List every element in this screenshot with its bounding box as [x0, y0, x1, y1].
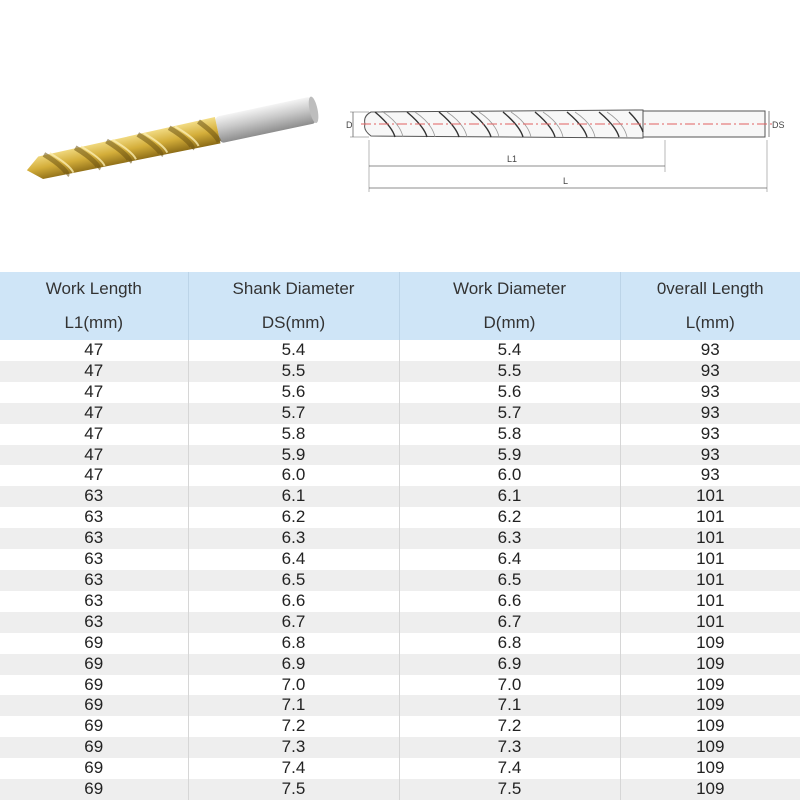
cell-shank-diameter: 5.7 — [188, 403, 399, 424]
cell-work-length: 69 — [0, 737, 188, 758]
cell-overall-length: 109 — [696, 716, 725, 736]
diagram-label-l: L — [563, 176, 569, 186]
table-row — [0, 340, 800, 361]
cell-overall-length: 109 — [696, 674, 725, 694]
cell-overall-length: 109 — [696, 779, 725, 799]
header-work-diameter: Work Diameter D(mm) — [399, 272, 620, 340]
cell-shank-diameter: 5.5 — [188, 361, 399, 382]
header-row — [0, 272, 800, 340]
cell-work-length: 69 — [0, 633, 188, 654]
cell-shank-diameter: 6.9 — [188, 654, 399, 675]
cell-work-diameter: 6.4 — [399, 549, 620, 570]
cell-work-length: 69 — [0, 779, 188, 800]
table-header — [0, 272, 800, 340]
cell-overall-length: 101 — [696, 528, 725, 548]
cell-work-diameter: 6.2 — [399, 507, 620, 528]
cell-overall-length: 93 — [700, 402, 720, 422]
cell-work-length: 69 — [0, 758, 188, 779]
cell-work-length: 63 — [0, 570, 188, 591]
cell-shank-diameter: 7.0 — [188, 675, 399, 696]
cell-work-diameter: 7.4 — [399, 758, 620, 779]
table-row — [0, 465, 800, 486]
cell-overall-length: 109 — [696, 737, 725, 757]
product-illustration-area — [0, 0, 800, 272]
table-row — [0, 695, 800, 716]
cell-overall-length: 101 — [696, 611, 725, 631]
cell-overall-length: 93 — [700, 360, 720, 380]
cell-work-diameter: 5.5 — [399, 361, 620, 382]
drill-spec-table — [0, 272, 800, 800]
cell-work-diameter: 6.9 — [399, 654, 620, 675]
table-row — [0, 779, 800, 800]
cell-work-length: 47 — [0, 403, 188, 424]
cell-work-length: 69 — [0, 654, 188, 675]
diagram-label-ds: DS — [772, 120, 785, 130]
table-row — [0, 528, 800, 549]
table-row — [0, 445, 800, 466]
cell-work-length: 63 — [0, 507, 188, 528]
cell-work-length: 63 — [0, 591, 188, 612]
table-row — [0, 716, 800, 737]
header-shank-diameter: Shank Diameter DS(mm) — [188, 272, 399, 340]
cell-shank-diameter: 5.9 — [188, 445, 399, 466]
cell-work-diameter: 7.1 — [399, 695, 620, 716]
cell-work-length: 69 — [0, 675, 188, 696]
cell-shank-diameter: 6.5 — [188, 570, 399, 591]
table-row — [0, 737, 800, 758]
cell-work-diameter: 5.4 — [399, 340, 620, 361]
table-row — [0, 486, 800, 507]
table-row — [0, 591, 800, 612]
cell-work-diameter: 6.7 — [399, 612, 620, 633]
table-row — [0, 382, 800, 403]
cell-work-diameter: 6.6 — [399, 591, 620, 612]
cell-overall-length: 93 — [700, 340, 720, 359]
table-row — [0, 654, 800, 675]
header-overall-length: 0verall Length L(mm) — [656, 279, 764, 332]
cell-shank-diameter: 6.6 — [188, 591, 399, 612]
table-row — [0, 570, 800, 591]
cell-work-length: 47 — [0, 465, 188, 486]
cell-overall-length: 101 — [696, 590, 725, 610]
cell-work-diameter: 6.5 — [399, 570, 620, 591]
cell-shank-diameter: 5.4 — [188, 340, 399, 361]
cell-work-diameter: 5.7 — [399, 403, 620, 424]
cell-work-length: 47 — [0, 340, 188, 361]
table-row — [0, 424, 800, 445]
cell-shank-diameter: 6.2 — [188, 507, 399, 528]
cell-work-length: 63 — [0, 549, 188, 570]
cell-overall-length: 101 — [696, 486, 725, 506]
cell-shank-diameter: 6.7 — [188, 612, 399, 633]
cell-work-diameter: 7.2 — [399, 716, 620, 737]
cell-work-diameter: 5.8 — [399, 424, 620, 445]
cell-work-length: 47 — [0, 445, 188, 466]
cell-work-diameter: 7.3 — [399, 737, 620, 758]
cell-shank-diameter: 6.3 — [188, 528, 399, 549]
drill-bit-image — [14, 96, 334, 186]
cell-shank-diameter: 7.4 — [188, 758, 399, 779]
cell-overall-length: 109 — [696, 695, 725, 715]
cell-work-diameter: 7.0 — [399, 675, 620, 696]
cell-shank-diameter: 6.8 — [188, 633, 399, 654]
cell-shank-diameter: 7.3 — [188, 737, 399, 758]
cell-overall-length: 93 — [700, 465, 720, 485]
cell-shank-diameter: 5.6 — [188, 382, 399, 403]
cell-shank-diameter: 6.4 — [188, 549, 399, 570]
cell-shank-diameter: 7.1 — [188, 695, 399, 716]
cell-overall-length: 101 — [696, 507, 725, 527]
cell-work-diameter: 6.8 — [399, 633, 620, 654]
cell-work-diameter: 6.0 — [399, 465, 620, 486]
cell-overall-length: 109 — [696, 653, 725, 673]
table-row — [0, 633, 800, 654]
table-body — [0, 340, 800, 800]
cell-overall-length: 93 — [700, 381, 720, 401]
cell-shank-diameter: 5.8 — [188, 424, 399, 445]
cell-shank-diameter: 7.5 — [188, 779, 399, 800]
cell-work-diameter: 5.6 — [399, 382, 620, 403]
drill-dimension-diagram — [345, 100, 790, 200]
cell-overall-length: 101 — [696, 569, 725, 589]
diagram-label-d: D — [346, 120, 353, 130]
cell-work-length: 69 — [0, 695, 188, 716]
table-row — [0, 403, 800, 424]
table-row — [0, 758, 800, 779]
table-row — [0, 361, 800, 382]
cell-work-length: 69 — [0, 716, 188, 737]
cell-work-length: 47 — [0, 361, 188, 382]
cell-work-diameter: 5.9 — [399, 445, 620, 466]
cell-work-diameter: 6.1 — [399, 486, 620, 507]
table-row — [0, 549, 800, 570]
cell-work-diameter: 7.5 — [399, 779, 620, 800]
cell-overall-length: 109 — [696, 632, 725, 652]
cell-shank-diameter: 6.1 — [188, 486, 399, 507]
diagram-label-l1: L1 — [507, 154, 518, 164]
table-row — [0, 612, 800, 633]
cell-work-diameter: 6.3 — [399, 528, 620, 549]
cell-work-length: 63 — [0, 528, 188, 549]
cell-work-length: 63 — [0, 486, 188, 507]
cell-work-length: 47 — [0, 382, 188, 403]
cell-shank-diameter: 6.0 — [188, 465, 399, 486]
cell-work-length: 63 — [0, 612, 188, 633]
table-row — [0, 675, 800, 696]
table-row — [0, 507, 800, 528]
cell-overall-length: 93 — [700, 444, 720, 464]
cell-shank-diameter: 7.2 — [188, 716, 399, 737]
cell-overall-length: 101 — [696, 549, 725, 569]
header-work-length: Work Length L1(mm) — [0, 272, 188, 340]
cell-work-length: 47 — [0, 424, 188, 445]
cell-overall-length: 93 — [700, 423, 720, 443]
cell-overall-length: 109 — [696, 758, 725, 778]
